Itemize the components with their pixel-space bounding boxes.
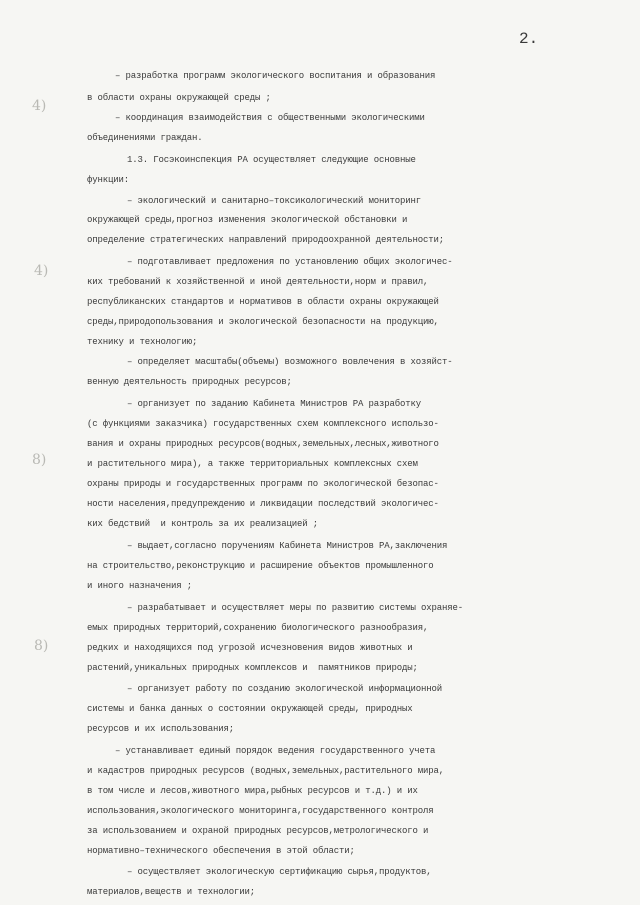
text-line: технику и технологию;: [87, 337, 198, 347]
text-line: охраны природы и государственных программ по экологической безопас-: [87, 479, 439, 489]
text-line: среды,природопользования и экологической безопасности на продукцию,: [87, 317, 439, 327]
margin-mark: 8): [34, 638, 49, 654]
text-line: редких и находящихся под угрозой исчезновения видов животных и: [87, 643, 413, 653]
text-line: – организует работу по созданию экологической информационной: [127, 684, 443, 694]
text-line: за использованием и охраной природных ресурсов,метрологического и: [87, 826, 429, 836]
text-line: – координация взаимодействия с общественными экологическими: [115, 113, 425, 123]
text-line: нормативно–технического обеспечения в этой области;: [87, 846, 355, 856]
page-number: 2.: [519, 30, 539, 48]
text-line: – организует по заданию Кабинета Министров РА разработку: [127, 399, 422, 409]
text-line: объединениями граждан.: [87, 133, 203, 143]
margin-mark: 8): [32, 452, 47, 468]
text-line: и растительного мира), а также территориальных комплексных схем: [87, 459, 418, 469]
text-line: системы и банка данных о состоянии окружающей среды, природных: [87, 704, 413, 714]
text-line: – разработка программ экологического воспитания и образования: [115, 71, 436, 81]
text-line: в области охраны окружающей среды ;: [87, 93, 271, 103]
text-line: и кадастров природных ресурсов (водных,земельных,растительного мира,: [87, 766, 445, 776]
text-line: функции:: [87, 175, 130, 185]
text-line: – экологический и санитарно–токсикологический мониторинг: [127, 196, 422, 206]
text-line: и иного назначения ;: [87, 581, 193, 591]
text-line: окружающей среды,прогноз изменения экологической обстановки и: [87, 215, 408, 225]
text-line: – устанавливает единый порядок ведения государственного учета: [115, 746, 436, 756]
text-line: республиканских стандартов и нормативов в области охраны окружающей: [87, 297, 439, 307]
text-line: в том числе и лесов,животного мира,рыбных ресурсов и т.д.) и их: [87, 786, 418, 796]
text-line: – выдает,согласно поручениям Кабинета Министров РА,заключения: [127, 541, 448, 551]
text-line: ресурсов и их использования;: [87, 724, 235, 734]
text-line: определение стратегических направлений природоохранной деятельности;: [87, 235, 445, 245]
text-line: ких бедствий и контроль за их реализацией ;: [87, 519, 319, 529]
text-line: материалов,веществ и технологии;: [87, 887, 256, 897]
section-heading: 1.3. Госэкоинспекция РА осуществляет следующие основные: [127, 155, 416, 165]
text-line: – осуществляет экологическую сертификацию сырья,продуктов,: [127, 867, 432, 877]
text-line: на строительство,реконструкцию и расширение объектов промышленного: [87, 561, 434, 571]
text-line: растений,уникальных природных комплексов и памятников природы;: [87, 663, 418, 673]
text-line: вания и охраны природных ресурсов(водных,земельных,лесных,животного: [87, 439, 439, 449]
text-line: – подготавливает предложения по установлению общих экологичес-: [127, 257, 453, 267]
text-line: – определяет масштабы(объемы) возможного вовлечения в хозяйст-: [127, 357, 453, 367]
text-line: – разрабатывает и осуществляет меры по развитию системы охраняе-: [127, 603, 464, 613]
text-line: емых природных территорий,сохранению биологического разнообразия,: [87, 623, 429, 633]
margin-mark: 4): [34, 263, 49, 279]
margin-mark: 4): [32, 98, 47, 114]
text-line: венную деятельность природных ресурсов;: [87, 377, 292, 387]
text-line: использования,экологического мониторинга,государственного контроля: [87, 806, 434, 816]
text-line: ности населения,предупреждению и ликвидации последствий экологичес-: [87, 499, 439, 509]
text-line: (с функциями заказчика) государственных схем комплексного использо-: [87, 419, 439, 429]
text-line: ких требований к хозяйственной и иной деятельности,норм и правил,: [87, 277, 429, 287]
